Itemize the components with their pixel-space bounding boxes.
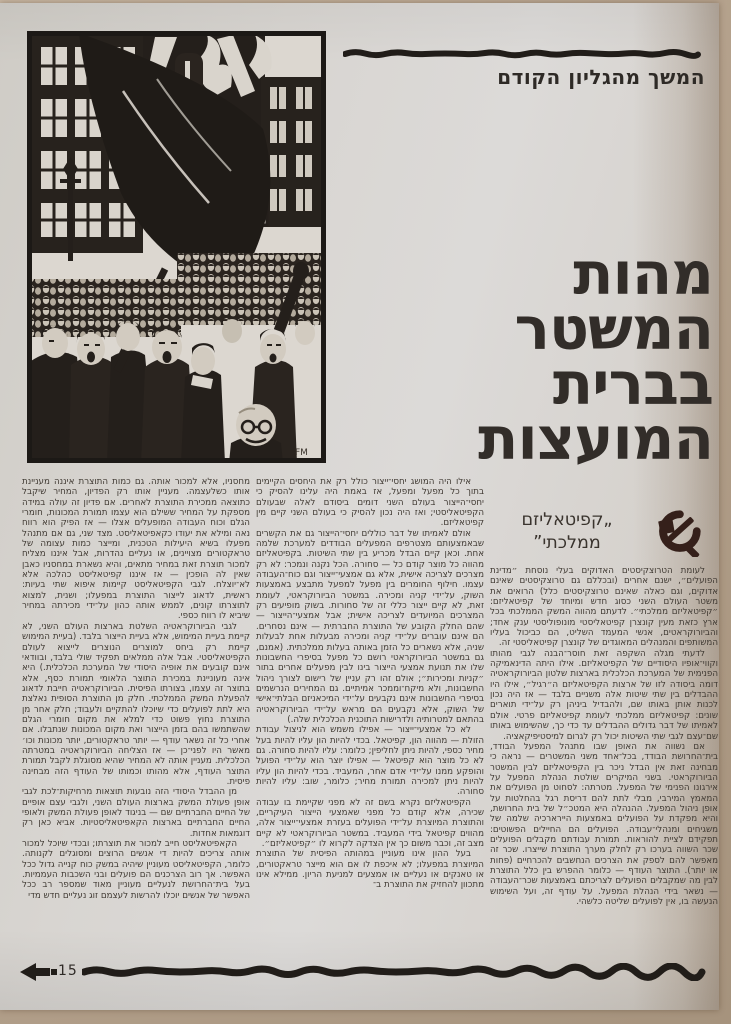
page-title-line-4: המועצות: [478, 404, 713, 473]
paragraph: לדעתי מגלה השקפה זאת חוסר־הבנה לגבי מהותו וקווי־אופיו היסודיים של הקפיטאליזם. אילו היתה הדינאמיקה הפנימית של המערכת הכלכלית בארצות שלטון הביורוקראטיה דומה ביסודה לזו של ארצות הקפיטאליזם ה״רגיל״, אילו היו ההבדלים בין שתי שיטות אלה משניים בלבד — אז היה נכון לכנות אותן באותו שם, ולהבדיל ביניהן רק על־ידי תוארים שונים: קפיטאליזם ממלכתי לעומת קפיטאליזם פרטי. אולם לאמיתו של דבר גדולים ההבדלים עד כדי כך, שהשימוש באותו שם־עצם לגבי שתי השיטות יכול רק לגרום למיסטיפיקאציה.: [490, 648, 718, 742]
article-column-2: [256, 477, 484, 967]
magazine-page: [0, 3, 719, 1010]
page-title: [478, 239, 713, 473]
paragraph: הקפיטאליזם נקרא בשם זה לא מפני שקיימת בו עבודה שכירה, אלא קודם כל מפני שאמצעי הייצור העיקריים, והתוצרת המיוצרת על־ידי הפועלים בעזרת אמצעי־ייצור אלה, מהווים קפיטאל בידי המעביד. במשטר הביורוקראטי לא קיים מצב זה, וכבר משום כך אין הצדקה לקרוא לו ״קפיטאליזם״.: [256, 797, 484, 850]
continued-from-previous-kicker: המשך מהגליון הקודם: [497, 65, 705, 89]
illustration-signature: FM: [295, 448, 308, 458]
paragraph: אולם לאמיתו של דבר כוללים יחסי־הייצור גם את הקשרים שבאמצעותם מצטרפים המפעלים הבודדים למערכת שלמה אחת. וכאן קיים הבדל מכריע בין שתי השיטות. בקפיטאליזם מהווה כל מוצר קודם כל — סחורה. הכל נקנה ונמכר: לא רק מצרכים לצריכה אישית, אלא גם אמצעי־ייצור וגם כוח־העבודה עצמו. חילוף החומרים בין מפעל למפעל מתבצע באמצעות השוק, על־ידי קניה ומכירה. במשטר הביורוקראטי, לעומת זאת, לא קיים ייצור כללי זה של סחורות. בשוק מופיעים רק המצרכים המיועדים לצריכה אישית; אבל אמצעי־הייצור — שהם החלק הקובע של התוצרת החברתית — אינם נסחרים. הם אינם עוברים על־ידי קניה ומכירה מבעלות אחת לבעלות שניה, אלא נשארים כל הזמן באותה בעלות ממלכתית. (אמנם, גם במשטר הביורוקראטי רושם כל מפעל בסיפרי החשבונות שלו את תנועת אמצעי הייצור בינו לבין מפעלים אחרים בתור ״קניות ומכירות״; אולם זהו רק עניין של רישום לצורך ניהול החשבונות, ולא מיקח־וממכר אמיתיים. גם המחירים הנרשמים בסיפרי החשבונות אינם נקבעים על־ידי המיכאניזם הבלתי־אישי של השוק, אלא נקבעים הם מראש על־ידי הביורוקראטיה בהתאם למטרותיה ולדרישות התוכנית הכלכלית שלה.): [256, 528, 484, 725]
paragraph: לעומת הטרוצקיסטים האדוקים בעלי נוסחת ״מדינת הפועלים״, ישנם אחרים (ובכללם גם טרוצקיסטים שאינם אדוקים, וגם כאלה שאינם טרוצקיסטים כלל) הרואים את משטר העולם השני כסוג חדש ומיוחד של קפיטאליזם: ״קפיטאליזם ממלכתי״. לדעתם מהווה המשק הממלכתי בכל ארץ כזאת מעין קונצרן קפיטאליסטי מונופוליסטי ענק אחד; והביורוקראטים, אנשי המעמד השליט, הם כביכול בעליו המשותפים והמנהלים המאוגדים של קונצרן קפיטאליסטי זה.: [490, 566, 718, 649]
paragraph: מחסניו, אלא למכור אותה. גם כמות התוצרת איננה מעניינת אותו כשלעצמה. מעניין אותו רק הפדיון, המחיר שיקבל כתוצאה ממכירת התוצרת לאחרים. אם פדיון זה עולה במידה מספקת על המחיר ששילם הוא עצמו תמורת המכונות, חומרי הגלם וכוח העבודה המופעלים אצלו — אז הפיק הוא רווח נאה ומילא את יעודו כקאפיטאליסט. מצד שני, גם אם מתנהל מפעלו בשיא היעילות הטכנית, ומייצר כמות עצומה של טראקטורים מצויינים, או נעליים נהדרות, אבל איננו מצליח למכור תוצרת זאת במחיר מתאים, והיא נשארת במחסניו כאבן שאין לה הופכין — אז איננו קפיטאליסט כהלכה אלא לא־יוצלח. לגבי הקפיטאליסט קיימות איפוא שתי בעיות: ראשית, לדאוג לייצור התוצרת במפעלו; ושנית, למצוא לתוצרתו קונים, לממש אותה כהון על־ידי מכירתה במחיר שיביא לו רווח כספי.: [22, 477, 250, 622]
paragraph: לגבי הביורוקראטיה השלטת בארצות העולם השני, לא קיימת בעיית המימוש, אלא בעיית הייצור בלבד. (בעיית המימוש קיימת רק ביחס למוצרים הנוצרים לייצוא לעולם הקפיטאליסטי. אבל אלה ממלאים תפקיד שולי בלבד, ובוודאי אינם קובעים את אופיה היסודי של המערכת הכלכלית.) היא אינה מעוניינת במכירת התוצר הלאומי תמורת כסף, אלא בתוצר זה עצמו, בצורתו הפיסית. הביורוקראטיה חייבת לדאוג להפעלת המשק הממלכתי. חלק מן התוצרת הסופית נאלצת היא לתת לפועלים כדי שיוכלו להתקיים ולעבוד; חלק אחר מן התוצרת נחוץ פשוט כדי למלא את מקום חומרי הגלם שהשתמשו בהם בזמן הייצור ואת מקום המכונות שנתבלו. אם אחרי כל זה נשאר עודף — יותר טראקטורים, יותר מכונות וכו׳ מאשר היו לפני־כן — אז הצליחה הביורוקראטיה במטרתה הכלכלית. מעניין אותה לא המחיר שהיא מסוגלת לקבל תמורת התוצר העודף, אלא מהותו וכמותו של העודף הזה מבחינה פיסית.: [22, 621, 250, 787]
article-column-1: [490, 566, 718, 966]
hammer-sickle-icon: [653, 507, 705, 557]
paragraph: הקאפיטאליסט חייב למכור את תוצרתו; ובכדי שיוכל למכור אותה צריכים להיות די אנשים הרוצים ומסוגלים לקנותה. כלומר, הקפיטאליסט מעוניין שיהיה במשק כוח קנייה גדול ככל האפשר. אך רוב הצרכנים הם פועלים ובני השכבות העממיות. בעל בית־החרושת לנעליים מעוניין מאוד שמספר רב ככל האפשר של אנשים יוכלו להרשות לעצמם זוג נעליים חדש מדי: [22, 839, 250, 901]
subtitle-line-1: „קפיטאליזם: [521, 510, 613, 530]
subtitle-quote: [489, 509, 645, 555]
subtitle-line-2: ממלכתי”: [533, 533, 601, 553]
paragraph: מן ההבדל היסודי הזה נובעות תוצאות מרחיקות־לכת לגבי אופן פעולת המשק בארצות העולם השני, ולגבי עצם אופיים של החיים החברתיים שם — בניגוד לאופן פעולת המשק ולאופי החיים החברתיים בארצות הקאפיטאליסטיות. אביא כאן רק דוגמאות אחדות.: [22, 787, 250, 839]
subtitle-block: [489, 501, 705, 563]
page-title-line-3: בברית: [552, 349, 713, 418]
prev-page-arrow-icon: [20, 962, 58, 982]
page-title-line-1: מהות: [573, 239, 713, 308]
paragraph: אילו היה המושג יחסי־ייצור כולל רק את היחסים הקיימים בתוך כל מפעל ומפעל, אז באמת היה עלינו להסיק כי יחסי־הייצור בעולם השני דומים ביסודם לאלה שבעולם הקפיטאליסטי; ואז היה נכון להסיק כי בעולם השני קיים מין קפיטאליזם.: [256, 477, 484, 529]
paragraph: לא כל אמצעי־ייצור — אפילו משמש הוא לניצול עבודת הזולת — מהווה הון, קפיטאל. בכדי להיות הון עליו להיות בעל מחיר כספי, להיות ניתן לחליפין; כלומר: עליו להיות סחורה. גם לא כל מוצר הוא קפיטאל — אפילו יוצר הוא על־ידי הפועל והופקע ממנו על־ידי אדם אחר, המעביד. בכדי להיות הון עליו להיות ניתן למכירה תמורת מחיר; כלומר, שוב: עליו להיות סחורה.: [256, 725, 484, 798]
paragraph: אם נשווה את האופן שבו מתנהל המפעל הבודד, בית־החרושת הבודד, בכל־אחד משני המשטרים — נראה כי מבחינה זאת אין הבדל ניכר בין הקפיטאליזם לבין המשטר הביורוקראטי. בשני המיקרים שולטת הנהלת המפעל על אירגונו הפנימי של המפעל. מטרתה: לסחוט מן הפועלים את המאמץ המירבי, מבלי לתת להם דריסת רגל בהחלטות על אופן ניהול המפעל. ההנהלה היא המטכ״ל של בית החרושת, והיא מפקדת על הפועלים באמצעות היירארכיה שלמה של משגיחים ומנהלי־עבודה. הפועלים הם החיילים הפשוטים: תפקידם לציית להוראות. תמורת עבודתם מקבלים הפועלים שכר השווה בערכו רק לחלק מערך התוצרת שייצרו. שכר זה מאפשר להם לספק את הצרכים הנחשבים להכרחיים (פחות או יותר). התוצר העודף — כלומר ההפרש בין כלל התוצרת לבין מה שמקבלים הפועלים לצריכתם באמצעות שכר־העבודה — נשאר בידי הנהלת המפעל. על עודף זה, ועל השימוש הנעשה בו, אין לפועלים שליטה כלשהי.: [490, 741, 718, 907]
bottom-rule: [82, 963, 720, 981]
top-rule: [343, 46, 718, 62]
demonstration-woodcut-illustration: [27, 31, 326, 463]
paragraph: בעל ההון אינו מעוניין במהותה הפיסית של התוצרת המיוצרת במפעלו; לא איכפת לו אם הוא מייצר טראקטורים, או טאנקים או נעליים או אמצעים למניעת הריון. ממילא אינו מתכוון להחזיק את התוצרת ב־: [256, 849, 484, 891]
page-number: 15: [58, 963, 78, 979]
article-column-3: [22, 477, 250, 967]
page-title-line-2: המשטר: [514, 294, 713, 363]
